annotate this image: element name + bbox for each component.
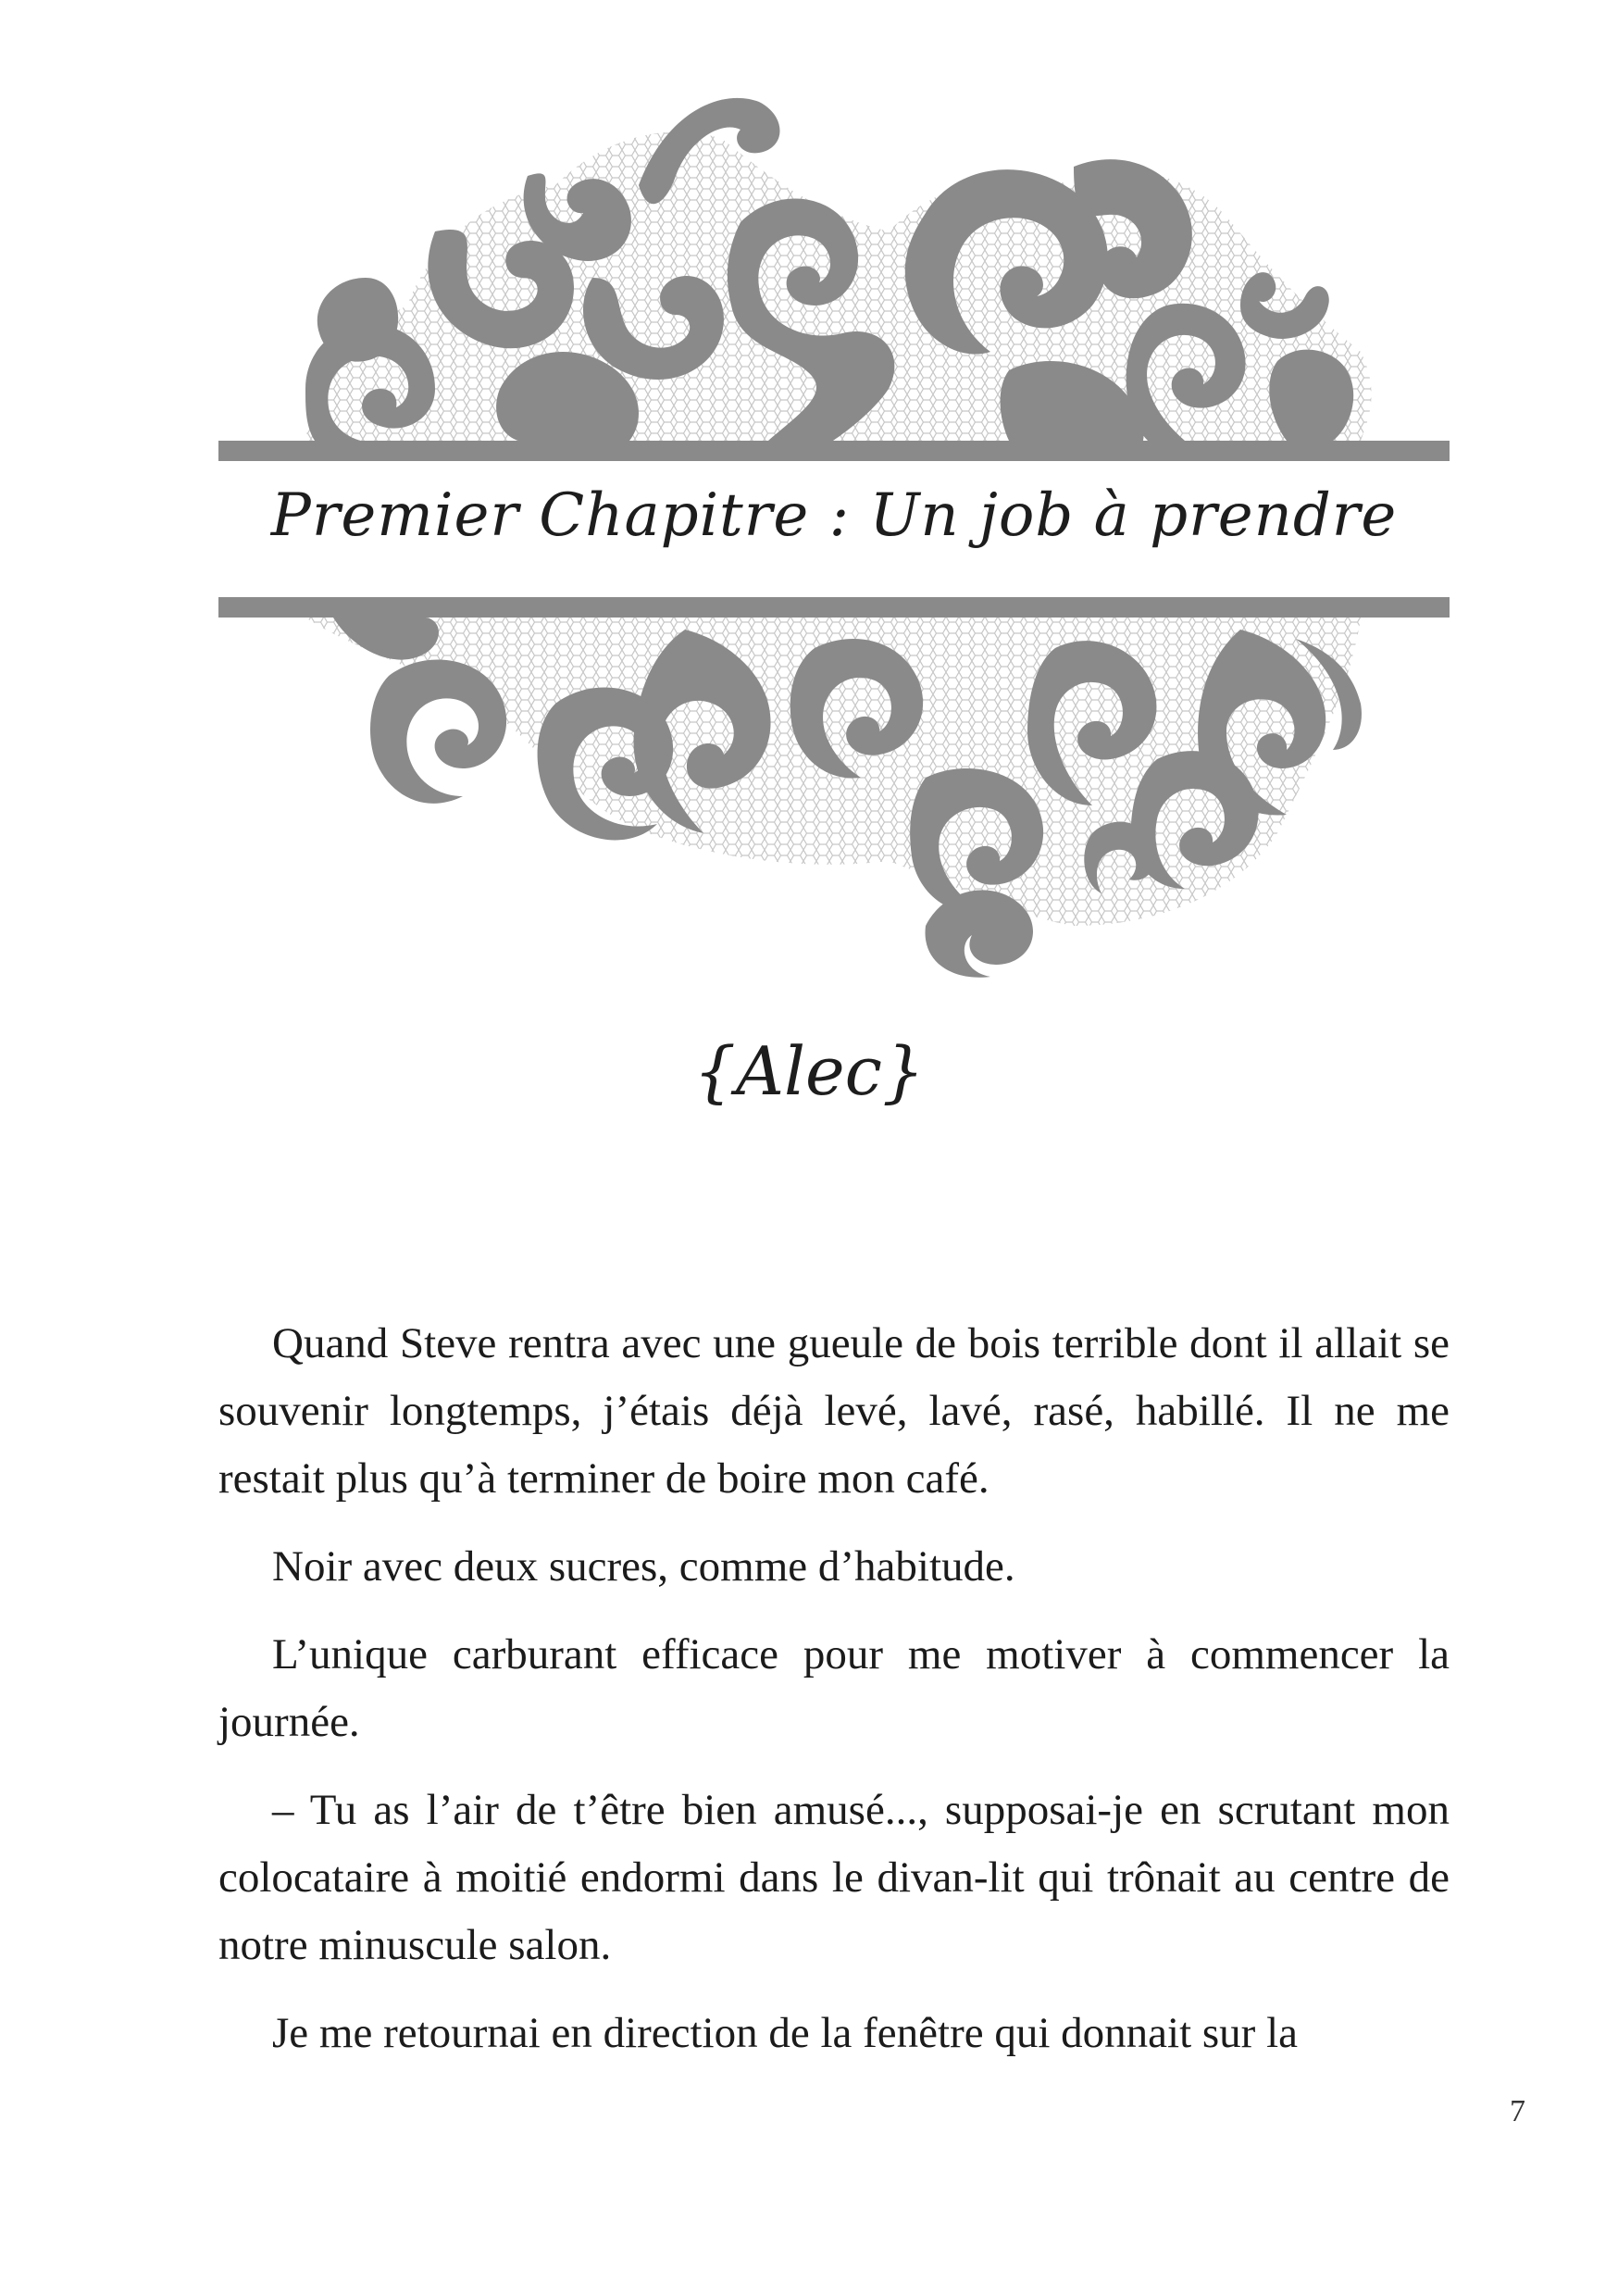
chapter-title: Premier Chapitre : Un job à prendre bbox=[270, 481, 1398, 550]
paragraph: – Tu as l’air de t’être bien amusé..., supposai-je en scrutant mon colocataire à moitié endormi dans le divan-lit qui trônait au centre de notre minuscule salon. bbox=[218, 1786, 1450, 1969]
page-number: 7 bbox=[1510, 2094, 1525, 2128]
chapter-body bbox=[218, 1310, 1450, 2088]
paragraph: L’unique carburant efficace pour me motiver à commencer la journée. bbox=[218, 1630, 1450, 1746]
title-band-top bbox=[218, 441, 1450, 461]
paragraph: Je me retournai en direction de la fenêtre qui donnait sur la bbox=[272, 2009, 1298, 2057]
point-of-view-heading: {Alec} bbox=[693, 1032, 925, 1110]
title-band-bottom bbox=[218, 597, 1450, 618]
paragraph: Noir avec deux sucres, comme d’habitude. bbox=[272, 1542, 1015, 1591]
paragraph: Quand Steve rentra avec une gueule de bois terrible dont il allait se souvenir longtemps, j’étais déjà levé, lavé, rasé, habillé. Il ne me restait plus qu’à terminer de boire mon café. bbox=[218, 1319, 1450, 1503]
